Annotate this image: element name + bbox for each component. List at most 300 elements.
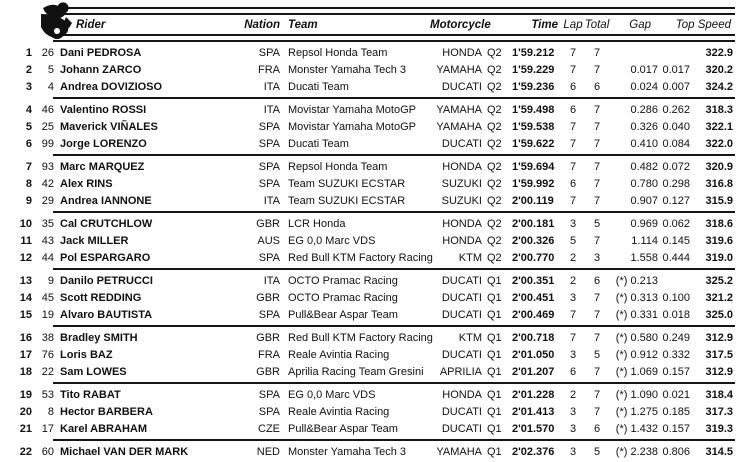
lap-count: 2 [569,251,577,264]
table-row [0,363,738,380]
rider-number: 99 [41,137,54,150]
gap-to-first: 0.017 [630,63,658,76]
nation-code: SPA [258,160,280,173]
gap-to-first: 0.024 [630,80,658,93]
session-label: Q1 [487,388,502,401]
lap-time: 2'00.451 [512,291,555,304]
top-double-rule [53,7,735,15]
top-speed: 320.2 [705,63,733,76]
team-name: Reale Avintia Racing [288,405,390,418]
team-name: Team SUZUKI ECSTAR [288,177,406,190]
session-label: Q2 [487,120,502,133]
rider-number: 25 [41,120,54,133]
motorcycle-brand: DUCATI [441,422,482,435]
gap-to-previous: 0.444 [662,251,690,264]
header-motorcycle: Motorcycle [430,18,491,31]
motorcycle-brand: SUZUKI [441,194,482,207]
header-time: Time [531,18,558,31]
session-label: Q1 [487,365,502,378]
table-row [0,175,738,192]
nation-code: ITA [263,194,280,207]
total-laps: 5 [593,348,601,361]
session-label: Q1 [487,348,502,361]
motorcycle-brand: YAMAHA [436,103,482,116]
top-speed: 319.0 [705,251,733,264]
gap-to-previous: 0.298 [662,177,690,190]
header-total: Total [584,18,610,31]
top-speed: 317.5 [705,348,733,361]
rider-name: Jorge LORENZO [60,137,147,150]
gap-to-previous: 0.021 [662,388,690,401]
top-speed: 317.3 [705,405,733,418]
total-laps: 7 [593,137,601,150]
lap-time: 2'00.469 [512,308,555,321]
lap-time: 2'00.351 [512,274,555,287]
total-laps: 7 [593,234,601,247]
nation-code: GBR [256,217,280,230]
team-name: Pull&Bear Aspar Team [288,308,398,321]
top-speed: 322.9 [705,46,733,59]
top-speed: 318.6 [705,217,733,230]
header-top-speed: Top Speed [675,18,731,31]
classification-group [0,384,738,439]
nation-code: SPA [258,46,280,59]
team-name: Pull&Bear Aspar Team [288,422,398,435]
lap-time: 2'01.413 [512,405,555,418]
rider-number: 60 [41,445,54,458]
total-laps: 7 [593,405,601,418]
total-laps: 7 [593,177,601,190]
table-row [0,249,738,266]
gap-to-first: (*) 0.313 [615,291,658,304]
session-label: Q1 [487,445,502,458]
lap-time: 1'59.229 [512,63,555,76]
position-number: 14 [19,291,32,304]
top-speed: 322.1 [705,120,733,133]
total-laps: 7 [593,46,601,59]
nation-code: SPA [258,177,280,190]
nation-code: FRA [258,348,280,361]
lap-count: 5 [569,234,577,247]
rider-name: Loris BAZ [60,348,113,361]
top-speed: 319.6 [705,234,733,247]
rider-name: Sam LOWES [60,365,127,378]
gap-to-first: 0.326 [630,120,658,133]
lap-count: 3 [569,348,577,361]
classification-group [0,441,738,462]
nation-code: GBR [256,365,280,378]
nation-code: GBR [256,331,280,344]
rider-name: Jack MILLER [60,234,129,247]
gap-to-first: (*) 0.213 [615,274,658,287]
total-laps: 7 [593,120,601,133]
gap-to-previous: 0.262 [662,103,690,116]
nation-code: ITA [263,103,280,116]
team-name: OCTO Pramac Racing [288,291,398,304]
top-speed: 319.3 [705,422,733,435]
rider-number: 46 [41,103,54,116]
session-label: Q2 [487,137,502,150]
classification-group [0,213,738,268]
motorcyclist-icon [36,1,80,46]
nation-code: SPA [258,308,280,321]
rider-name: Andrea IANNONE [60,194,152,207]
gap-to-previous: 0.018 [662,308,690,321]
lap-count: 3 [569,422,577,435]
gap-to-previous: 0.062 [662,217,690,230]
team-name: Team SUZUKI ECSTAR [288,194,406,207]
nation-code: ITA [263,80,280,93]
team-name: Red Bull KTM Factory Racing [288,331,433,344]
header-team: Team [288,18,318,31]
total-laps: 6 [593,274,601,287]
lap-count: 7 [569,46,577,59]
gap-to-previous: 0.072 [662,160,690,173]
motorcycle-brand: DUCATI [441,137,482,150]
top-speed: 315.9 [705,194,733,207]
total-laps: 7 [593,331,601,344]
rider-name: Bradley SMITH [60,331,138,344]
rider-name: Johann ZARCO [60,63,142,76]
motorcycle-brand: DUCATI [441,348,482,361]
total-laps: 7 [593,194,601,207]
table-row [0,272,738,289]
rider-name: Michael VAN DER MARK [60,445,189,458]
total-laps: 6 [593,422,601,435]
gap-to-previous: 0.040 [662,120,690,133]
rider-name: Karel ABRAHAM [60,422,147,435]
session-label: Q2 [487,217,502,230]
rider-name: Alex RINS [60,177,113,190]
gap-to-previous: 0.185 [662,405,690,418]
rider-number: 26 [41,46,54,59]
table-header [0,15,738,34]
position-number: 21 [19,422,32,435]
nation-code: FRA [258,63,280,76]
gap-to-first: (*) 1.275 [615,405,658,418]
top-speed: 322.0 [705,137,733,150]
lap-count: 6 [569,80,577,93]
motorcycle-brand: HONDA [442,46,482,59]
lap-count: 7 [569,308,577,321]
gap-to-previous: 0.145 [662,234,690,247]
team-name: Ducati Team [288,137,349,150]
rider-number: 38 [41,331,54,344]
team-name: Monster Yamaha Tech 3 [288,63,407,76]
session-label: Q2 [487,46,502,59]
table-row [0,420,738,437]
nation-code: SPA [258,388,280,401]
position-number: 3 [25,80,32,93]
session-label: Q1 [487,331,502,344]
position-number: 12 [19,251,32,264]
gap-to-previous: 0.806 [662,445,690,458]
total-laps: 7 [593,365,601,378]
session-label: Q1 [487,308,502,321]
classification-group [0,99,738,154]
gap-to-previous: 0.100 [662,291,690,304]
rider-number: 45 [41,291,54,304]
table-row [0,61,738,78]
position-number: 13 [19,274,32,287]
lap-time: 2'01.228 [512,388,555,401]
lap-count: 3 [569,405,577,418]
rider-number: 17 [41,422,54,435]
gap-to-first: 1.558 [630,251,658,264]
top-speed: 314.5 [705,445,733,458]
motorcycle-brand: HONDA [442,160,482,173]
header-nation: Nation [244,18,280,31]
motorcycle-brand: YAMAHA [436,63,482,76]
table-row [0,386,738,403]
gap-to-first: 0.907 [630,194,658,207]
session-label: Q2 [487,80,502,93]
gap-to-previous: 0.017 [662,63,690,76]
lap-time: 2'01.207 [512,365,555,378]
position-number: 2 [25,63,32,76]
table-row [0,306,738,323]
motorcycle-brand: SUZUKI [441,177,482,190]
lap-time: 2'01.570 [512,422,555,435]
lap-count: 6 [569,365,577,378]
position-number: 20 [19,405,32,418]
motorcycle-brand: KTM [458,331,482,344]
rider-name: Scott REDDING [60,291,142,304]
motorcycle-brand: DUCATI [441,80,482,93]
rider-number: 8 [47,405,54,418]
position-number: 18 [19,365,32,378]
top-speed: 324.2 [705,80,733,93]
lap-time: 1'59.622 [512,137,555,150]
table-row [0,192,738,209]
rider-name: Cal CRUTCHLOW [60,217,153,230]
rider-name: Hector BARBERA [60,405,153,418]
top-speed: 312.9 [705,365,733,378]
motorcycle-brand: HONDA [442,234,482,247]
gap-to-previous: 0.007 [662,80,690,93]
rider-number: 22 [41,365,54,378]
team-name: Red Bull KTM Factory Racing [288,251,433,264]
total-laps: 6 [593,80,601,93]
motorcycle-brand: KTM [458,251,482,264]
total-laps: 7 [593,103,601,116]
nation-code: SPA [258,251,280,264]
rider-name: Andrea DOVIZIOSO [60,80,163,93]
team-name: EG 0,0 Marc VDS [288,234,376,247]
lap-count: 7 [569,137,577,150]
gap-to-first: 0.482 [630,160,658,173]
total-laps: 7 [593,63,601,76]
lap-count: 3 [569,445,577,458]
gap-to-first: 0.286 [630,103,658,116]
nation-code: SPA [258,405,280,418]
total-laps: 7 [593,388,601,401]
session-label: Q1 [487,422,502,435]
table-row [0,44,738,61]
table-row [0,215,738,232]
gap-to-first: 0.410 [630,137,658,150]
nation-code: CZE [258,422,280,435]
motorcycle-brand: YAMAHA [436,445,482,458]
header-rider: Rider [76,18,106,31]
table-row [0,232,738,249]
position-number: 17 [19,348,32,361]
position-number: 11 [20,234,32,247]
session-label: Q2 [487,160,502,173]
gap-to-previous: 0.127 [662,194,690,207]
gap-to-previous: 0.157 [662,422,690,435]
lap-count: 7 [569,160,577,173]
table-row [0,78,738,95]
rider-number: 5 [47,63,54,76]
session-label: Q2 [487,177,502,190]
top-speed: 318.4 [705,388,733,401]
nation-code: AUS [257,234,280,247]
rider-number: 19 [41,308,54,321]
session-label: Q2 [487,251,502,264]
rider-number: 29 [41,194,54,207]
session-label: Q2 [487,234,502,247]
rider-number: 76 [41,348,54,361]
rider-name: Valentino ROSSI [60,103,147,116]
lap-time: 2'00.326 [512,234,555,247]
gap-to-first: (*) 0.580 [615,331,658,344]
lap-time: 2'00.181 [512,217,555,230]
session-label: Q1 [487,405,502,418]
team-name: Movistar Yamaha MotoGP [288,120,416,133]
top-speed: 318.3 [705,103,733,116]
header-gap: Gap [629,18,651,31]
motorcycle-brand: HONDA [442,217,482,230]
session-label: Q2 [487,63,502,76]
team-name: Reale Avintia Racing [288,348,390,361]
gap-to-first: 1.114 [631,234,658,247]
team-name: Monster Yamaha Tech 3 [288,445,407,458]
gap-to-previous: 0.332 [662,348,690,361]
gap-to-first: (*) 2.238 [615,445,658,458]
table-row [0,101,738,118]
lap-count: 6 [569,177,577,190]
rider-number: 35 [41,217,54,230]
top-speed: 325.0 [705,308,733,321]
table-row [0,289,738,306]
team-name: Movistar Yamaha MotoGP [288,103,416,116]
rider-name: Alvaro BAUTISTA [60,308,153,321]
motorcycle-brand: DUCATI [441,274,482,287]
rider-name: Marc MARQUEZ [60,160,145,173]
rider-name: Dani PEDROSA [60,46,142,59]
position-number: 22 [19,445,32,458]
classification-body [0,42,738,462]
gap-to-first: (*) 1.090 [615,388,658,401]
total-laps: 5 [593,217,601,230]
rider-number: 42 [41,177,54,190]
position-number: 16 [19,331,32,344]
rider-number: 4 [47,80,54,93]
rider-number: 9 [47,274,54,287]
lap-time: 2'02.376 [512,445,555,458]
team-name: EG 0,0 Marc VDS [288,388,376,401]
position-number: 9 [25,194,32,207]
total-laps: 7 [593,291,601,304]
position-number: 19 [19,388,32,401]
position-number: 15 [19,308,32,321]
top-speed: 321.2 [705,291,733,304]
position-number: 4 [25,103,32,116]
lap-time: 2'00.718 [512,331,555,344]
rider-number: 43 [41,234,54,247]
team-name: Repsol Honda Team [288,46,388,59]
lap-time: 1'59.498 [512,103,555,116]
classification-group [0,156,738,211]
table-row [0,135,738,152]
table-row [0,329,738,346]
lap-count: 7 [569,331,577,344]
lap-count: 2 [569,388,577,401]
lap-count: 7 [569,194,577,207]
rider-number: 93 [41,160,54,173]
position-number: 5 [25,120,32,133]
lap-count: 3 [569,291,577,304]
rider-name: Danilo PETRUCCI [60,274,153,287]
classification-group [0,327,738,382]
team-name: OCTO Pramac Racing [288,274,398,287]
gap-to-previous: 0.084 [662,137,690,150]
header-double-rule [53,34,735,42]
team-name: Repsol Honda Team [288,160,388,173]
rider-number: 44 [41,251,54,264]
session-label: Q1 [487,291,502,304]
classification-group [0,42,738,97]
motorcycle-brand: DUCATI [441,405,482,418]
lap-time: 2'01.050 [512,348,555,361]
session-label: Q2 [487,103,502,116]
lap-time: 2'00.770 [512,251,555,264]
rider-number: 53 [41,388,54,401]
total-laps: 3 [593,251,601,264]
lap-time: 1'59.538 [512,120,555,133]
gap-to-first: (*) 1.432 [615,422,658,435]
team-name: Aprilia Racing Team Gresini [288,365,424,378]
rider-name: Maverick VIÑALES [60,120,158,133]
lap-time: 2'00.119 [512,194,554,207]
table-row [0,158,738,175]
lap-count: 3 [569,217,577,230]
nation-code: GBR [256,291,280,304]
total-laps: 7 [593,308,601,321]
session-label: Q1 [487,274,502,287]
nation-code: SPA [258,120,280,133]
top-speed: 325.2 [705,274,733,287]
session-label: Q2 [487,194,502,207]
lap-count: 7 [569,63,577,76]
gap-to-first: (*) 0.331 [615,308,658,321]
nation-code: ITA [263,274,280,287]
position-number: 10 [19,217,32,230]
nation-code: NED [256,445,280,458]
gap-to-previous: 0.157 [662,365,690,378]
gap-to-first: 0.780 [630,177,658,190]
lap-time: 1'59.212 [512,46,555,59]
motorcycle-brand: HONDA [442,388,482,401]
motorcycle-brand: APRILIA [439,365,482,378]
total-laps: 7 [593,160,601,173]
total-laps: 5 [593,445,601,458]
team-name: Ducati Team [288,80,349,93]
position-number: 1 [25,46,32,59]
gap-to-first: 0.969 [630,217,658,230]
nation-code: SPA [258,137,280,150]
